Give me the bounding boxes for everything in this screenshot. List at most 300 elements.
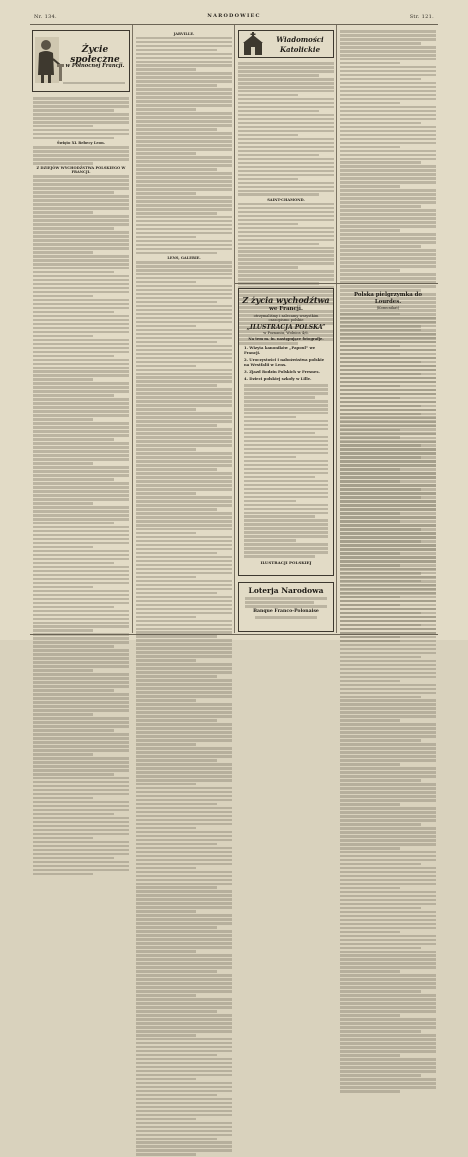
text-line bbox=[33, 522, 114, 525]
text-line bbox=[340, 807, 436, 810]
text-line bbox=[33, 518, 129, 521]
ad-item: 3. Zjazd Rodzin Polskich w Fresnes. bbox=[244, 369, 320, 374]
text-line bbox=[340, 919, 436, 922]
text-line bbox=[340, 464, 436, 467]
text-line bbox=[340, 484, 436, 487]
text-line bbox=[340, 1086, 436, 1089]
text-line bbox=[136, 520, 232, 523]
text-line bbox=[136, 305, 232, 308]
text-line bbox=[33, 311, 114, 314]
text-line bbox=[136, 970, 217, 973]
text-line bbox=[340, 181, 436, 184]
text-line bbox=[33, 223, 129, 226]
text-line bbox=[136, 108, 196, 111]
text-line bbox=[136, 1130, 232, 1133]
text-line bbox=[136, 380, 232, 383]
text-line bbox=[33, 546, 93, 549]
text-line bbox=[340, 608, 436, 611]
text-line bbox=[33, 430, 129, 433]
text-line bbox=[136, 1094, 217, 1097]
text-line bbox=[33, 109, 114, 112]
text-line bbox=[340, 735, 436, 738]
text-line bbox=[340, 962, 436, 965]
text-line bbox=[33, 414, 129, 417]
text-line bbox=[136, 504, 232, 507]
text-line bbox=[340, 548, 436, 551]
text-line bbox=[136, 345, 232, 348]
text-line bbox=[238, 223, 298, 226]
text-line bbox=[340, 536, 436, 539]
text-line bbox=[238, 106, 334, 109]
text-line bbox=[136, 994, 196, 997]
text-line bbox=[340, 799, 436, 802]
text-line bbox=[340, 134, 436, 137]
text-line bbox=[340, 707, 436, 710]
text-line bbox=[340, 213, 436, 216]
text-line bbox=[136, 476, 232, 479]
text-line bbox=[136, 886, 217, 889]
text-line bbox=[136, 691, 232, 694]
text-line bbox=[136, 136, 232, 139]
text-line bbox=[136, 934, 232, 937]
text-line bbox=[340, 126, 436, 129]
text-line bbox=[340, 863, 421, 866]
text-line bbox=[340, 636, 400, 639]
text-line bbox=[340, 452, 436, 455]
text-line bbox=[33, 845, 129, 848]
text-line bbox=[340, 441, 436, 444]
text-line bbox=[33, 454, 129, 457]
text-line bbox=[136, 1074, 232, 1077]
text-line bbox=[340, 783, 436, 786]
text-line bbox=[244, 392, 328, 395]
text-line bbox=[340, 130, 436, 133]
text-line bbox=[340, 1054, 400, 1057]
text-line bbox=[136, 68, 196, 71]
text-line bbox=[136, 72, 232, 75]
text-line bbox=[340, 54, 436, 57]
text-line bbox=[340, 843, 436, 846]
text-line bbox=[136, 998, 232, 1001]
text-line bbox=[340, 122, 421, 125]
text-line bbox=[33, 709, 129, 712]
text-line bbox=[340, 512, 400, 515]
text-line bbox=[136, 353, 232, 356]
text-line bbox=[33, 753, 93, 756]
text-line bbox=[136, 883, 232, 886]
text-line bbox=[33, 195, 129, 198]
text-line bbox=[340, 393, 436, 396]
text-line bbox=[136, 675, 217, 678]
text-line bbox=[136, 492, 196, 495]
text-line bbox=[136, 687, 232, 690]
text-line bbox=[340, 480, 436, 483]
text-line bbox=[340, 138, 436, 141]
text-line bbox=[136, 966, 232, 969]
text-line bbox=[33, 869, 129, 872]
text-line bbox=[33, 669, 93, 672]
text-line bbox=[244, 488, 328, 491]
text-line bbox=[136, 37, 232, 40]
section-heading: Święto XL Rebecy Leon. bbox=[57, 140, 105, 145]
text-line bbox=[340, 337, 436, 340]
text-line bbox=[136, 1030, 232, 1033]
text-line bbox=[340, 835, 436, 838]
text-line bbox=[340, 173, 436, 176]
text-line bbox=[136, 628, 232, 631]
text-line bbox=[340, 560, 436, 563]
text-line bbox=[340, 397, 436, 400]
text-line bbox=[33, 610, 129, 613]
text-line bbox=[340, 193, 436, 196]
text-line bbox=[33, 777, 129, 780]
text-line bbox=[136, 373, 232, 376]
text-line bbox=[238, 130, 334, 133]
text-line bbox=[33, 486, 129, 489]
text-line bbox=[33, 737, 129, 740]
text-line bbox=[340, 341, 436, 344]
text-line bbox=[340, 986, 436, 989]
text-line bbox=[33, 833, 129, 836]
text-line bbox=[238, 86, 334, 89]
text-line bbox=[33, 765, 129, 768]
text-line bbox=[33, 506, 129, 509]
text-line bbox=[136, 847, 232, 850]
text-line bbox=[136, 703, 232, 706]
text-line bbox=[340, 472, 436, 475]
text-line bbox=[340, 703, 436, 706]
text-line bbox=[244, 436, 328, 439]
text-line bbox=[136, 196, 232, 199]
text-line bbox=[340, 600, 436, 603]
text-line bbox=[136, 815, 232, 818]
text-line bbox=[255, 616, 317, 619]
text-line bbox=[340, 628, 436, 631]
pilgrimage-subtitle: (Komunikat) bbox=[376, 306, 400, 310]
text-line bbox=[340, 257, 436, 260]
text-line bbox=[136, 608, 232, 611]
text-line bbox=[136, 1058, 232, 1061]
text-line bbox=[340, 217, 436, 220]
text-line bbox=[340, 520, 436, 523]
text-line bbox=[136, 192, 196, 195]
text-line bbox=[33, 105, 129, 108]
text-line bbox=[33, 538, 129, 541]
text-line bbox=[33, 745, 129, 748]
text-line bbox=[136, 100, 232, 103]
text-line bbox=[340, 277, 436, 280]
text-line bbox=[238, 174, 334, 177]
text-line bbox=[340, 640, 436, 643]
text-line bbox=[340, 421, 436, 424]
text-line bbox=[238, 239, 334, 242]
text-line bbox=[340, 596, 400, 599]
text-line bbox=[33, 721, 129, 724]
text-line bbox=[33, 199, 129, 202]
text-line bbox=[33, 570, 129, 573]
text-line bbox=[136, 811, 232, 814]
text-line bbox=[33, 458, 129, 461]
text-line bbox=[33, 865, 129, 868]
text-line bbox=[33, 426, 129, 429]
text-line bbox=[136, 333, 232, 336]
text-line bbox=[33, 390, 129, 393]
text-line bbox=[33, 231, 129, 234]
text-line bbox=[244, 396, 315, 399]
text-line bbox=[33, 801, 129, 804]
text-line bbox=[33, 789, 129, 792]
text-line bbox=[136, 954, 232, 957]
text-line bbox=[33, 793, 129, 796]
text-line bbox=[340, 584, 436, 587]
text-line bbox=[136, 946, 232, 949]
text-line bbox=[136, 679, 232, 682]
text-line bbox=[244, 547, 328, 550]
masthead-subtitle: w Północnej Francji. bbox=[65, 63, 125, 69]
text-line bbox=[238, 62, 334, 65]
text-line bbox=[340, 855, 436, 858]
text-line bbox=[33, 207, 129, 210]
text-line bbox=[340, 966, 436, 969]
text-line bbox=[244, 456, 296, 459]
text-line bbox=[33, 291, 129, 294]
text-line bbox=[136, 416, 232, 419]
text-line bbox=[136, 743, 196, 746]
text-line bbox=[340, 177, 436, 180]
text-line bbox=[33, 263, 129, 266]
text-line bbox=[33, 97, 129, 100]
text-line bbox=[238, 142, 334, 145]
text-line bbox=[136, 528, 232, 531]
text-line bbox=[244, 527, 328, 530]
text-line bbox=[238, 262, 334, 265]
text-line bbox=[340, 269, 400, 272]
text-line bbox=[136, 1038, 232, 1041]
text-line bbox=[238, 270, 334, 273]
text-line bbox=[340, 875, 436, 878]
text-line bbox=[340, 365, 436, 368]
text-line bbox=[136, 1098, 232, 1101]
text-line bbox=[136, 265, 232, 268]
text-line bbox=[136, 309, 232, 312]
banner-line-1: Wiadomości bbox=[276, 35, 324, 44]
text-line bbox=[340, 413, 436, 416]
text-line bbox=[136, 711, 232, 714]
text-line bbox=[340, 676, 436, 679]
text-line bbox=[33, 534, 129, 537]
text-line bbox=[238, 118, 334, 121]
text-line bbox=[33, 382, 129, 385]
text-line bbox=[33, 359, 129, 362]
text-line bbox=[136, 212, 217, 215]
text-line bbox=[340, 253, 436, 256]
ad-line: czasopismo polskie bbox=[268, 318, 304, 322]
text-line bbox=[340, 612, 421, 615]
section-heading: LENS, GALERIE. bbox=[167, 255, 201, 260]
text-line bbox=[136, 1062, 232, 1065]
text-line bbox=[340, 839, 436, 842]
text-line bbox=[340, 851, 436, 854]
text-line bbox=[340, 401, 436, 404]
text-line bbox=[136, 216, 232, 219]
text-line bbox=[136, 116, 232, 119]
text-line bbox=[244, 384, 328, 387]
text-line bbox=[340, 524, 436, 527]
text-line bbox=[136, 926, 217, 929]
text-line bbox=[33, 618, 129, 621]
text-line bbox=[136, 408, 196, 411]
text-line bbox=[33, 158, 129, 161]
text-line bbox=[340, 245, 421, 248]
text-line bbox=[136, 281, 196, 284]
text-line bbox=[136, 799, 232, 802]
text-line bbox=[340, 468, 400, 471]
text-line bbox=[33, 315, 129, 318]
text-line bbox=[244, 523, 328, 526]
text-line bbox=[244, 508, 328, 511]
text-line bbox=[136, 132, 232, 135]
text-line bbox=[136, 448, 196, 451]
text-line bbox=[340, 516, 436, 519]
text-line bbox=[33, 394, 114, 397]
text-line bbox=[33, 434, 129, 437]
text-line bbox=[244, 472, 328, 475]
text-line bbox=[136, 404, 232, 407]
text-line bbox=[238, 227, 334, 230]
text-line bbox=[33, 673, 129, 676]
text-line bbox=[340, 102, 400, 105]
text-line bbox=[244, 452, 328, 455]
text-line bbox=[33, 614, 129, 617]
text-line bbox=[340, 197, 436, 200]
text-line bbox=[136, 735, 232, 738]
text-line bbox=[340, 154, 436, 157]
text-line bbox=[136, 1026, 232, 1029]
text-line bbox=[340, 385, 400, 388]
text-line bbox=[136, 244, 232, 247]
text-line bbox=[33, 805, 129, 808]
text-line bbox=[136, 1118, 196, 1121]
text-line bbox=[340, 644, 436, 647]
text-line bbox=[136, 176, 232, 179]
text-line bbox=[340, 1078, 436, 1081]
pilgrimage-title: Polska pielgrzymka do Lourdes. bbox=[354, 292, 422, 305]
text-line bbox=[33, 418, 93, 421]
text-line bbox=[340, 1050, 436, 1053]
text-line bbox=[136, 420, 232, 423]
text-line bbox=[136, 313, 232, 316]
text-line bbox=[238, 74, 319, 77]
text-line bbox=[136, 180, 232, 183]
ad-line: Na tem m. in. następujące fotografje. bbox=[248, 337, 324, 341]
text-line bbox=[136, 396, 232, 399]
text-line bbox=[244, 428, 328, 431]
text-line bbox=[33, 693, 129, 696]
text-line bbox=[244, 551, 328, 554]
section-rule bbox=[235, 283, 438, 284]
text-line bbox=[33, 351, 129, 354]
text-line bbox=[340, 508, 436, 511]
text-line bbox=[340, 405, 421, 408]
text-line bbox=[238, 207, 334, 210]
text-line bbox=[340, 94, 436, 97]
text-line bbox=[340, 779, 421, 782]
text-line bbox=[340, 731, 436, 734]
text-line bbox=[238, 266, 298, 269]
text-line bbox=[340, 98, 436, 101]
text-line bbox=[33, 861, 129, 864]
text-line bbox=[340, 576, 436, 579]
text-line bbox=[33, 482, 129, 485]
text-line bbox=[244, 484, 328, 487]
text-line bbox=[238, 166, 334, 169]
text-line bbox=[136, 620, 232, 623]
text-line bbox=[340, 46, 436, 49]
text-line bbox=[136, 1014, 232, 1017]
text-line bbox=[136, 771, 232, 774]
text-line bbox=[33, 817, 129, 820]
text-line bbox=[340, 1070, 436, 1073]
text-line bbox=[340, 433, 436, 436]
column-1-text bbox=[33, 97, 129, 877]
text-line bbox=[33, 259, 129, 262]
text-line bbox=[136, 329, 232, 332]
text-line bbox=[33, 146, 129, 149]
text-line bbox=[136, 1106, 232, 1109]
text-line bbox=[136, 104, 232, 107]
text-line bbox=[136, 88, 232, 91]
text-line bbox=[136, 144, 232, 147]
text-line bbox=[136, 612, 232, 615]
text-line bbox=[136, 460, 232, 463]
text-line bbox=[33, 566, 129, 569]
text-line bbox=[33, 785, 129, 788]
text-line bbox=[136, 707, 232, 710]
text-line bbox=[340, 150, 436, 153]
text-line bbox=[136, 384, 217, 387]
text-line bbox=[244, 408, 328, 411]
text-line bbox=[244, 440, 328, 443]
text-line bbox=[244, 388, 328, 391]
text-line bbox=[136, 723, 232, 726]
text-line bbox=[340, 70, 436, 73]
text-line bbox=[136, 148, 232, 151]
text-line bbox=[136, 1086, 232, 1089]
newspaper-name: NARODOWIEC bbox=[207, 13, 261, 19]
text-line bbox=[136, 45, 232, 48]
text-line bbox=[136, 894, 232, 897]
text-line bbox=[136, 228, 232, 231]
text-line bbox=[33, 374, 129, 377]
text-line bbox=[136, 1050, 232, 1053]
text-line bbox=[136, 827, 196, 830]
text-line bbox=[33, 117, 129, 120]
text-line bbox=[340, 739, 421, 742]
text-line bbox=[136, 990, 232, 993]
text-line bbox=[33, 113, 129, 116]
text-line bbox=[244, 543, 328, 546]
text-line bbox=[136, 1006, 232, 1009]
text-line bbox=[244, 555, 315, 558]
text-line bbox=[136, 424, 217, 427]
text-line bbox=[340, 883, 436, 886]
section-masthead bbox=[32, 30, 130, 92]
text-line bbox=[238, 138, 334, 141]
text-line bbox=[340, 723, 436, 726]
text-line bbox=[33, 494, 129, 497]
text-line bbox=[340, 915, 436, 918]
text-line bbox=[340, 500, 436, 503]
